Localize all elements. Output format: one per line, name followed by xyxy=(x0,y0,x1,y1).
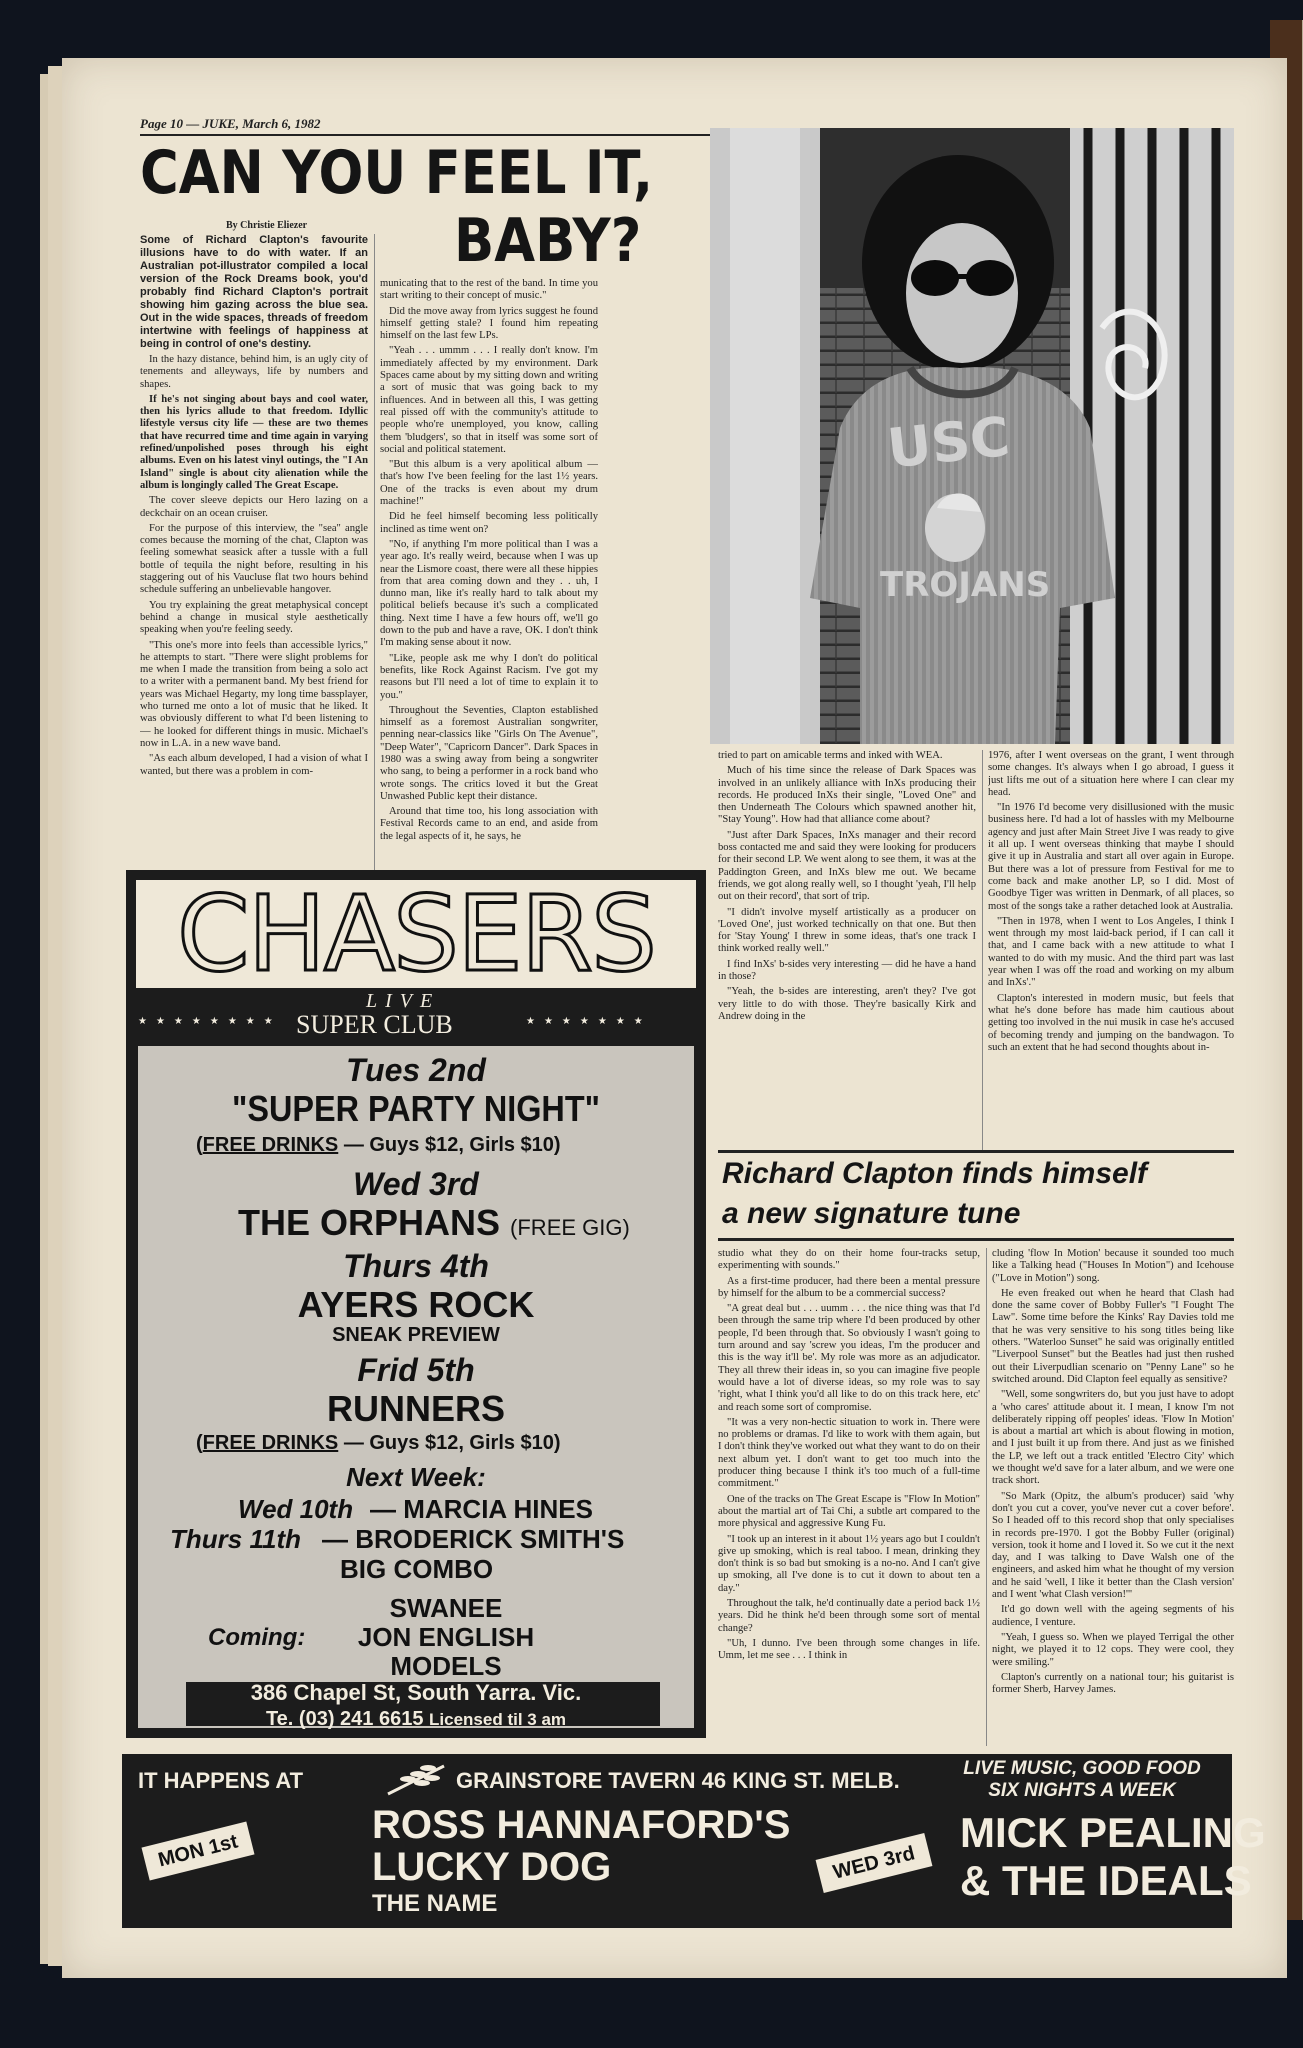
paragraph: He even freaked out when he heard that Clash had done the same cover of Bobby Fuller's "I Fought The Law". Some time before the Kinks' Ray Davies told me that he was very sensitive to his song titles being like others. "Waterloo Sunset" he said was originally entitled "Liverpool Sunset" but the Beatles had just then rushed out their Liverpudlian scenario on "Penny Lane" so he switched around. Did Clapton feel equally as sensitive? xyxy=(992,1287,1234,1385)
paragraph: One of the tracks on The Great Escape is "Flow In Motion" about the martial art of Tai Chi, a subtle art compared to the more physical and aggressive Kung Fu. xyxy=(718,1493,980,1530)
fri-drinks-line: (FREE DRINKS — Guys $12, Girls $10) xyxy=(196,1432,561,1454)
paragraph: tried to part on amicable terms and inked with WEA. xyxy=(718,750,943,761)
mon-badge: MON 1st xyxy=(141,1821,254,1880)
paragraph: If he's not singing about bays and cool water, then his lyrics allude to that freedom. Idyllic lifestyle versus city life — these are two themes that have recurred time and time again in varying refined/unpolished poses through his eight albums. Even on his latest vinyl outings, the "I An Island" single is about city alienation while the album is longingly called The Great Escape. xyxy=(140,393,368,491)
paragraph: cluding 'flow In Motion' because it sounded too much like a Talking head ("Houses In Motion") and Icehouse ("Love in Motion") song. xyxy=(992,1248,1234,1284)
newspaper-page xyxy=(62,58,1287,1978)
article-column-6 xyxy=(992,1248,1234,1746)
paragraph: "Just after Dark Spaces, InXs manager and their record boss contacted me and said they were looking for producers for their second LP. We went along to see them, it was at the Paddington Green, and InXs blew me out. We became friends, we got along really well, so I thought 'yeah, I'll help out on their record', that sort of trip. xyxy=(718,829,976,903)
thurs-day: Thurs 4th xyxy=(343,1248,489,1284)
act2-name: MICK PEALING xyxy=(960,1809,1266,1856)
article-column-1 xyxy=(140,234,368,904)
paragraph: "Then in 1978, when I went to Los Angeles, I think I went through my most laid-back period, if I can call it that, and I came back with a new attitude to what I wanted to do with my music. And the third part was last year when I was off the road and working on my album and InXs'." xyxy=(988,915,1234,989)
drink-prices: — Guys $12, Girls $10) xyxy=(343,1432,561,1454)
paragraph: Throughout the talk, he'd continually date a period back 1½ years. Did he think he'd been through some sort of mental change? xyxy=(718,1598,980,1634)
tagline-line2: SIX NIGHTS A WEEK xyxy=(988,1780,1176,1801)
paragraph: In the hazy distance, behind him, is an ugly city of tenements and alleyways, life by numbers and shapes. xyxy=(140,354,368,390)
thurs-title: AYERS ROCK xyxy=(297,1284,535,1325)
next-week-thurs-act2: BIG COMBO xyxy=(340,1554,494,1584)
thurs-sub: SNEAK PREVIEW xyxy=(332,1324,500,1346)
chasers-gig-panel xyxy=(138,1046,694,1728)
paragraph: As a first-time producer, had there been a mental pressure by himself for the album to be a commercial success? xyxy=(718,1275,980,1299)
act1-name-line2: LUCKY DOG xyxy=(372,1845,612,1889)
coming-act: SWANEE xyxy=(389,1593,503,1623)
paragraph: studio what they do on their home four-tracks setup, experimenting with sounds." xyxy=(718,1248,980,1272)
coming-acts xyxy=(338,1594,554,1681)
grainstore-advertisement xyxy=(122,1754,1266,1928)
photo-richard-clapton xyxy=(710,128,1234,744)
next-week-wed-act: — MARCIA HINES xyxy=(370,1494,593,1524)
tues-title: "SUPER PARTY NIGHT" xyxy=(232,1088,600,1129)
paragraph: "But this album is a very apolitical album — that's how I've been feeling for the last 1½ years. One of the tracks is even about my drum machine!" xyxy=(380,459,598,508)
chasers-super-club: SUPER CLUB xyxy=(296,1010,453,1039)
tagline-line1: LIVE MUSIC, GOOD FOOD xyxy=(963,1758,1201,1779)
article-column-5 xyxy=(718,1248,980,1746)
grainstore-venue: GRAINSTORE TAVERN 46 KING ST. MELB. xyxy=(456,1768,900,1793)
paragraph: "As each album developed, I had a vision of what I wanted, but there was a problem in com- xyxy=(140,753,368,777)
coming-label: Coming: xyxy=(208,1624,306,1651)
paragraph: "So Mark (Opitz, the album's producer) said 'why don't you cut a cover, you've never cut a cover before'. So I headed off to this record shop that only specialises in records pre-1970. I got the Bobby Fuller (original) version, took it home and I loved it. So we cut it the next day, and I was talking to Dave Walsh one of the engineers, and asked him what he thought of my version and he said 'well, I like it better than the Clash version' and I went 'what Clash version!'" xyxy=(992,1490,1234,1601)
free-drinks-label: FREE DRINKS xyxy=(202,1134,339,1156)
column-divider xyxy=(986,1248,987,1746)
article-column-4 xyxy=(988,750,1234,1160)
paragraph: "Like, people ask me why I don't do political benefits, like Rock Against Racism. I've got my reasons but I'll need a lot of time to explain it to you." xyxy=(380,652,598,701)
paragraph: Clapton's currently on a national tour; his guitarist is former Sherb, Harvey James. xyxy=(992,1671,1234,1696)
paragraph: "A great deal but . . . uumm . . . the nice thing was that I'd been through the same trip where I'd been produced by other people, I'd been through that. So obviously I wasn't going to turn around and say 'screw you ideas, I'm the producer and this is the way it'll be'. My role was more as an adjudicator. They all threw their ideas in, so you can imagine five people would have a lot of diverse ideas, so my role was to say 'right, what I think you'd all like to do on this track here, etc' and reach some sort of compromise. xyxy=(718,1303,980,1413)
star-row-right: ★★★★★★★ xyxy=(526,1016,652,1027)
folio: Page 10 — JUKE, March 6, 1982 xyxy=(140,116,321,131)
next-week-wed-day: Wed 10th xyxy=(238,1494,354,1524)
wheat-icon xyxy=(384,1758,450,1798)
tues-day: Tues 2nd xyxy=(346,1052,486,1088)
paragraph: Throughout the Seventies, Clapton established himself as a foremost Australian songwriter, penning near-classics like "Girls On The Avenue", "Deep Water", "Capricorn Dancer". Dark Spaces in 1980 was a swing away from being a songwriter who sang, to being a performer in a rock band who wrote songs. The critics loved it but the Great Unwashed Public kept their distance. xyxy=(380,704,598,802)
chasers-advertisement xyxy=(126,870,706,1738)
paragraph: "Yeah, the b-sides are interesting, aren't they? I've got very little to do with those. They're basically Kirk and Andrew doing in the xyxy=(718,986,976,1022)
folio-rule xyxy=(140,134,772,136)
paragraph: For the purpose of this interview, the "sea" angle comes because the morning of the chat, Clapton was feeling somewhat seasick after a tussle with a full bottle of tequila the night before, resulting in his staggering out of his Vaucluse flat two hours behind schedule suffering an unbelievable hangover. xyxy=(140,522,368,596)
paragraph: "It was a very non-hectic situation to work in. There were no problems or dramas. I'd like to work with them again, but I don't think they've worked out what they want to do on their next album yet. I don't want to get too much into the producer thing because I think it's too much of a full-time commitment." xyxy=(718,1416,980,1490)
shirt-text-trojans: TROJANS xyxy=(880,565,1051,605)
next-week-label: Next Week: xyxy=(346,1462,486,1492)
trojan-logo xyxy=(925,493,985,562)
paragraph: "Well, some songwriters do, but you just have to adopt a 'who cares' attitude about it. I mean, I know I'm not deliberately ripping off peoples' ideas. 'Flow In Motion' is about a martial art which is about flowing in motion, and I just built it up from there. And just as we finished the LP, we left out a track entitled 'Electro City' which we thought we'd save for a later album, and we were one track short. xyxy=(992,1389,1234,1487)
next-week-thurs-day: Thurs 11th xyxy=(170,1524,301,1554)
coming-act: MODELS xyxy=(390,1651,502,1681)
paragraph: "In 1976 I'd become very disillusioned with the music business here. I'd had a lot of hassles with my Melbourne agency and just after Main Street Jive I was ready to give it all up. I went overseas thinking that maybe I should give it up in Australia and start all over again in Europe. But there was a lot of pressure from Festival for me to come back and make another LP, so I did. Most of Goodbye Tiger was written in Denmark, of all places, so most of the songs take a rather detached look at Australia. xyxy=(988,802,1234,912)
act1-support: THE NAME xyxy=(372,1890,498,1917)
paragraph: Clapton's interested in modern music, but feels that what he's done before has made him cautious about getting too involved in the nui musik in case he's accused of becoming trendy and jumping on the bandwagon. To such an extent that he had second thoughts about in- xyxy=(988,992,1234,1053)
wed-badge: WED 3rd xyxy=(816,1833,933,1893)
chasers-logo: CHASERS xyxy=(177,873,655,995)
subhead-rule-bottom xyxy=(718,1238,1234,1241)
star-row-left: ★★★★★★★★ xyxy=(138,1016,282,1027)
act2-name-line2: & THE IDEALS xyxy=(960,1857,1252,1904)
paragraph: 1976, after I went overseas on the grant, I went through some changes. It's always when I go abroad, I guess it just lifts me out of a situation here where I can clear my head. xyxy=(988,750,1234,798)
subhead-rule-top xyxy=(718,1150,1234,1153)
chasers-phone: Te. (03) 241 6615 xyxy=(265,1708,424,1730)
headline-line2: BABY? xyxy=(454,206,642,276)
paragraph: You try explaining the great metaphysical concept behind a change in musical style aesthetically speaking when you're feeling seedy. xyxy=(140,599,368,636)
tues-drinks-line: (FREE DRINKS — Guys $12, Girls $10) xyxy=(196,1134,561,1156)
column-divider xyxy=(374,234,375,904)
shirt-text-usc: USC xyxy=(884,404,1013,481)
paragraph: I find InXs' b-sides very interesting — did he have a hand in those? xyxy=(718,958,976,983)
wed-note: (FREE GIG) xyxy=(510,1215,630,1240)
paragraph: "Uh, I dunno. I've been through some changes in life. Umm, let me see . . . I think in xyxy=(718,1637,980,1662)
paragraph: The cover sleeve depicts our Hero lazing on a deckchair on an ocean cruiser. xyxy=(140,495,368,519)
article-intro: Some of Richard Clapton's favourite illusions have to do with water. If an Australian pot-illustrator compiled a local version of the Rock Dreams book, you'd probably find Richard Clapton's portrait showing him gazing across the blue sea. Out in the wide spaces, threads of freedom intertwine with feelings of happiness at being in control of one's destiny. xyxy=(140,234,368,350)
paragraph: "I took up an interest in it about 1½ years ago but I couldn't give up smoking, which is real taboo. I mean, drinking they don't think is so bad but smoking is a no-no. And I can't give up smoking, all I've done is to cut it down to about ten a day." xyxy=(718,1533,980,1594)
drink-prices: — Guys $12, Girls $10) xyxy=(343,1134,561,1156)
paragraph: It'd go down well with the ageing segments of his audience, I venture. xyxy=(992,1604,1234,1628)
wed-day: Wed 3rd xyxy=(353,1166,479,1202)
chasers-licensed: Licensed til 3 am xyxy=(429,1710,567,1729)
article-column-2 xyxy=(380,278,598,904)
paragraph: Did the move away from lyrics suggest he found himself getting stale? I found him repeating himself on the last few LPs. xyxy=(380,305,598,342)
chasers-address: 386 Chapel St, South Yarra. Vic. xyxy=(250,1680,582,1705)
tagline xyxy=(942,1758,1222,1802)
wed-title: THE ORPHANS xyxy=(238,1202,501,1243)
headline-line1: CAN YOU FEEL IT, xyxy=(140,138,654,208)
chasers-logo-panel xyxy=(136,873,696,995)
paragraph: "No, if anything I'm more political than I was a year ago. It's really weird, because when I was up near the Lismore coast, there were all these hippies from that area coming down and they . . uh, I dunno man, like it's really hard to talk about my political beliefs because it's such a complicated thing. Next time I have a few hours off, we'll go down to the pub and have a rave, OK. I don't think I'm making sense about it now. xyxy=(380,538,598,649)
photo-illustration xyxy=(710,128,1234,744)
byline: By Christie Eliezer xyxy=(226,220,308,231)
fri-title: RUNNERS xyxy=(326,1388,505,1429)
subhead-line1: Richard Clapton finds himself xyxy=(722,1157,1148,1190)
subhead-line2: a new signature tune xyxy=(722,1197,1021,1230)
column-divider xyxy=(982,750,983,1150)
paragraph: municating that to the rest of the band. In time you start writing to their concept of music." xyxy=(380,278,598,302)
free-drinks-label: FREE DRINKS xyxy=(202,1432,339,1454)
article-column-3 xyxy=(718,750,976,1160)
paragraph: "I didn't involve myself artistically as a producer on 'Loved One', just worked technically on that one. But then for 'Stay Young' I threw in some ideas, that's one track I think worked really well." xyxy=(718,906,976,955)
fri-day: Frid 5th xyxy=(357,1352,475,1388)
act1-name: ROSS HANNAFORD'S xyxy=(372,1803,791,1847)
it-happens-at: IT HAPPENS AT xyxy=(138,1768,304,1793)
paragraph: "Yeah, I guess so. When we played Terrigal the other night, we played it to 12 cops. They were cool, they were smiling." xyxy=(992,1631,1234,1668)
chasers-phone-line xyxy=(126,1708,706,1731)
next-week-thurs-act: — BRODERICK SMITH'S xyxy=(322,1524,625,1554)
paragraph: Did he feel himself becoming less politically inclined as time went on? xyxy=(380,511,598,535)
paragraph: "This one's more into feels than accessible lyrics," he attempts to start. "There were slight problems for me when I made the transition from being a solo act to a writer with a permanent band. My best friend for years was Michael Hegarty, my long time bassplayer, who turned me onto a lot of music that he liked. It was obviously different to what I'd been listening to — he looked for different things in music. Michael's now in L.A. in a new wave band. xyxy=(140,639,368,749)
paragraph: Much of his time since the release of Dark Spaces was involved in an unlikely alliance with InXs producing their records. He produced InXs their single, "Loved One" and then Underneath The Colours which spawned another hit, "Stay Young". How had that alliance come about? xyxy=(718,765,976,826)
wed-line xyxy=(238,1202,630,1244)
paragraph: Around that time too, his long association with Festival Records came to an end, and aside from the legal aspects of it, he says, he xyxy=(380,806,598,842)
paragraph: "Yeah . . . ummm . . . I really don't know. I'm immediately affected by my environment. Dark Spaces came about by my sitting down and writing a sort of music that was going back to my influences. And in between all this, I was getting real pissed off with the community's attitude to people who're unemployed, you know, calling them 'bludgers', so that in itself was some sort of social and political statement. xyxy=(380,345,598,455)
coming-act: JON ENGLISH xyxy=(357,1622,535,1652)
chasers-live: LIVE xyxy=(366,990,441,1012)
